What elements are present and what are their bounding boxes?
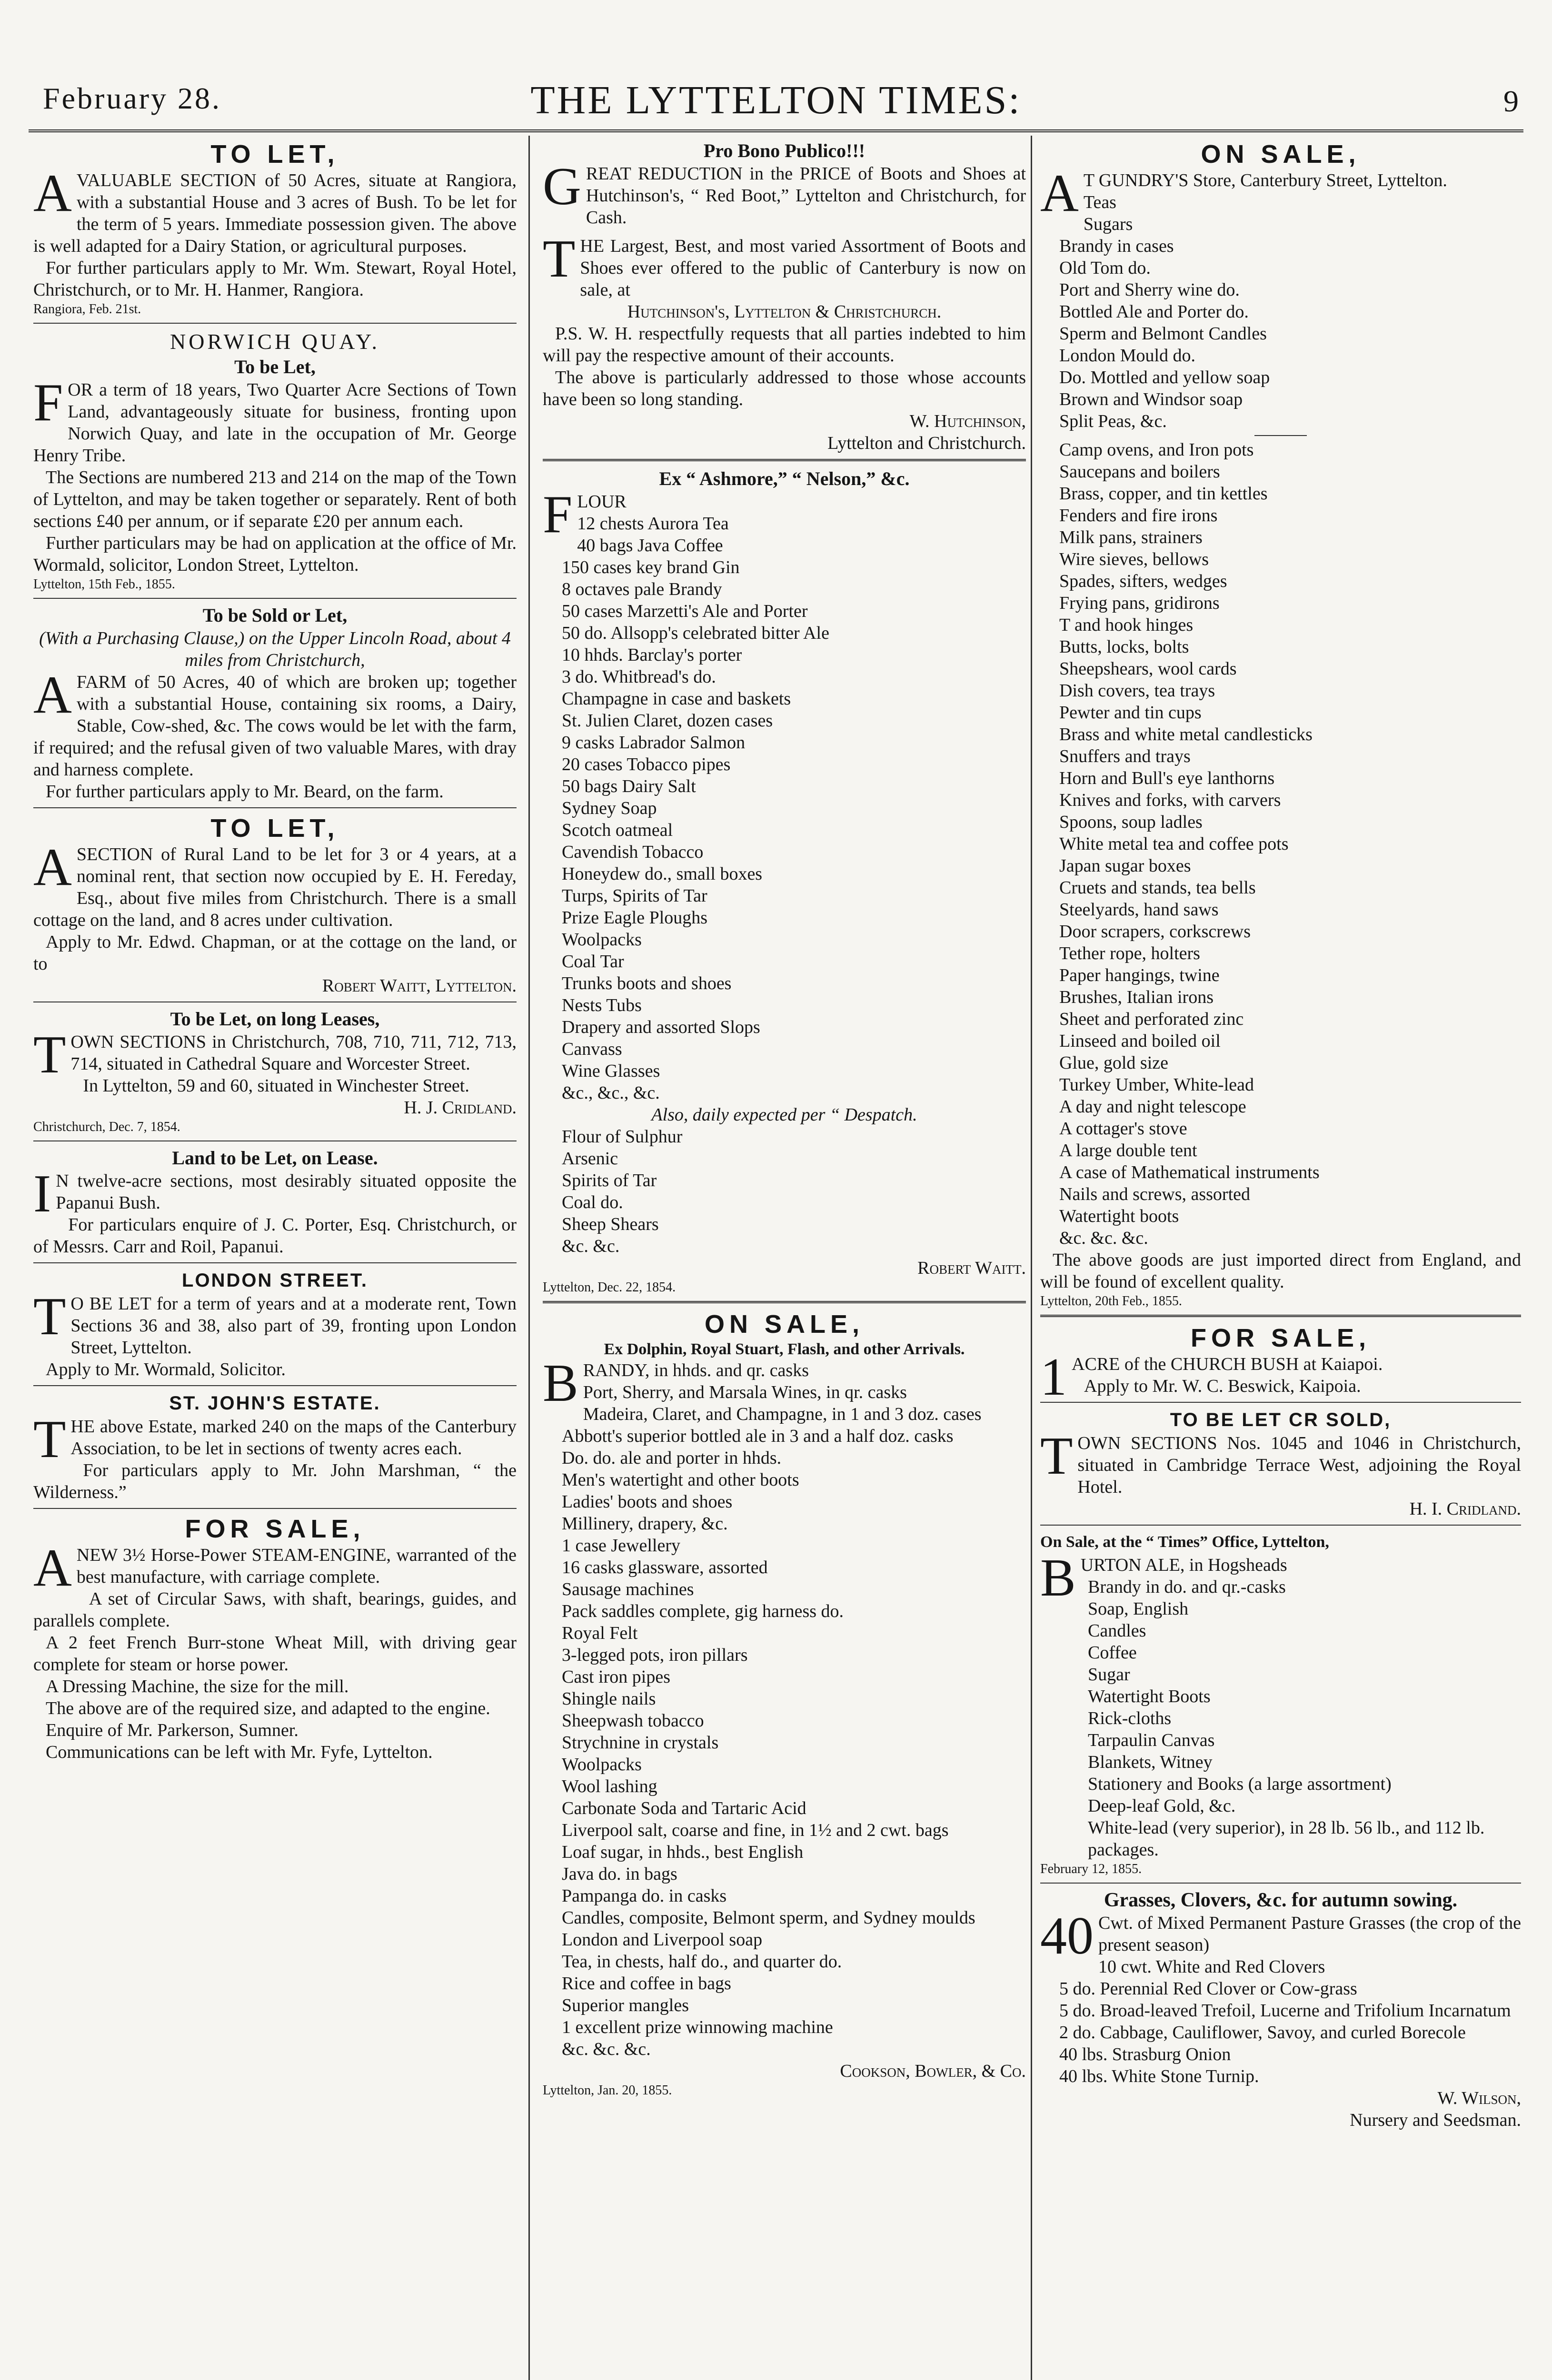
ad-subheading: Ex Dolphin, Royal Stuart, Flash, and other Arrivals. bbox=[604, 1340, 965, 1358]
list-item: Flour of Sulphur bbox=[562, 1127, 683, 1147]
ad-body: NEW 3½ Horse-Power STEAM-ENGINE, warranted of the best manufacture, with carriage complete. bbox=[76, 1545, 517, 1587]
ad-grasses-clovers bbox=[1040, 1888, 1521, 2131]
list-item: Candles, composite, Belmont sperm, and Sydney moulds bbox=[562, 1908, 975, 1928]
list-item: A day and night telescope bbox=[1059, 1097, 1246, 1117]
list-item: Watertight boots bbox=[1059, 1206, 1179, 1226]
drop-cap: 40 bbox=[1040, 1906, 1094, 1965]
list-item: Horn and Bull's eye lanthorns bbox=[1059, 768, 1275, 788]
ad-body: For particulars enquire of J. C. Porter, Esq. Christchurch, or of Messrs. Carr and Roil, Papanui. bbox=[33, 1215, 517, 1257]
list-item: Linseed and boiled oil bbox=[1059, 1031, 1221, 1051]
list-item: Sugars bbox=[1083, 214, 1133, 234]
ad-body: A 2 feet French Burr-stone Wheat Mill, with driving gear complete for steam or horse power. bbox=[33, 1633, 517, 1675]
list-item: Sugar bbox=[1088, 1665, 1130, 1685]
list-item: Cavendish Tobacco bbox=[562, 842, 704, 862]
short-rule bbox=[1254, 435, 1307, 436]
column-3 bbox=[1040, 139, 1521, 2380]
ad-body: T GUNDRY'S Store, Canterbury Street, Lyttelton. bbox=[1083, 170, 1447, 190]
list-item: Spades, sifters, wedges bbox=[1059, 571, 1227, 591]
list-item: Old Tom do. bbox=[1059, 258, 1151, 278]
ad-cambridge-terrace bbox=[1040, 1408, 1521, 1520]
list-item: Steelyards, hand saws bbox=[1059, 900, 1219, 920]
list-item: Watertight Boots bbox=[1088, 1686, 1211, 1706]
ad-date: February 12, 1855. bbox=[1040, 1862, 1142, 1876]
ad-rural-land bbox=[33, 813, 517, 997]
ad-rangiora-section bbox=[33, 139, 517, 318]
ad-norwich-quay bbox=[33, 328, 517, 593]
list-item: 50 cases Marzetti's Ale and Porter bbox=[562, 601, 808, 621]
list-item: Deep-leaf Gold, &c. bbox=[1088, 1796, 1236, 1816]
ad-farm-sale bbox=[33, 604, 517, 803]
list-item: 1 excellent prize winnowing machine bbox=[562, 2017, 833, 2037]
drop-cap: A bbox=[33, 1538, 72, 1597]
divider bbox=[1040, 1402, 1521, 1403]
list-item: Nests Tubs bbox=[562, 995, 642, 1015]
list-item: Coffee bbox=[1088, 1643, 1137, 1663]
column-divider bbox=[528, 136, 530, 2380]
ad-body: Apply to Mr. W. C. Beswick, Kaipoia. bbox=[1084, 1376, 1361, 1396]
ad-body: A Dressing Machine, the size for the mill. bbox=[46, 1676, 349, 1696]
ad-body: For further particulars apply to Mr. Beard, on the farm. bbox=[46, 782, 444, 802]
list-item: Bottled Ale and Porter do. bbox=[1059, 302, 1249, 322]
list-item: Brass, copper, and tin kettles bbox=[1059, 484, 1268, 504]
list-item: Canvass bbox=[562, 1039, 622, 1059]
ad-body: OWN SECTIONS in Christchurch, 708, 710, 711, 712, 713, 714, situated in Cathedral Square and Worcester Street. bbox=[70, 1032, 517, 1074]
ad-signature: Lyttelton and Christchurch. bbox=[827, 433, 1026, 453]
ad-subheading: Pro Bono Publico!!! bbox=[703, 140, 866, 161]
list-item: Men's watertight and other boots bbox=[562, 1470, 799, 1490]
ad-burton-ale bbox=[1040, 1530, 1521, 1878]
list-item: Abbott's superior bottled ale in 3 and a half doz. casks bbox=[562, 1426, 954, 1446]
ad-date: Lyttelton, Dec. 22, 1854. bbox=[543, 1280, 676, 1295]
list-item: Stationery and Books (a large assortment) bbox=[1088, 1774, 1392, 1794]
list-item: Tether rope, holters bbox=[1059, 943, 1200, 963]
ad-heading: ST. JOHN'S ESTATE. bbox=[169, 1393, 381, 1414]
list-item: Millinery, drapery, &c. bbox=[562, 1514, 728, 1534]
drop-cap: A bbox=[33, 838, 72, 897]
list-item: Camp ovens, and Iron pots bbox=[1059, 440, 1254, 460]
drop-cap: B bbox=[1040, 1548, 1076, 1607]
list-item: Glue, gold size bbox=[1059, 1053, 1169, 1073]
drop-cap: T bbox=[33, 1410, 66, 1469]
ad-subheading: On Sale, at the “ Times” Office, Lyttelton, bbox=[1040, 1533, 1329, 1551]
drop-cap: F bbox=[33, 373, 63, 432]
column-divider bbox=[1031, 136, 1032, 2380]
ad-steam-engine bbox=[33, 1514, 517, 1763]
list-item: Teas bbox=[1083, 192, 1116, 212]
ad-date: Lyttelton, 20th Feb., 1855. bbox=[1040, 1294, 1182, 1309]
list-item: Spirits of Tar bbox=[562, 1170, 657, 1190]
list-item: 1 case Jewellery bbox=[562, 1536, 680, 1556]
ad-body: OR a term of 18 years, Two Quarter Acre Sections of Town Land, advantageously situate for business, fronting upon Norwich Quay, and late in the occupation of Mr. George Henry Tribe. bbox=[33, 380, 517, 466]
list-item: Superior mangles bbox=[562, 1995, 689, 2015]
drop-cap: T bbox=[1040, 1427, 1073, 1486]
list-item: Ladies' boots and shoes bbox=[562, 1492, 733, 1512]
goods-list bbox=[543, 513, 1026, 1104]
ad-body: For particulars apply to Mr. John Marshman, “ the Wilderness.” bbox=[33, 1460, 517, 1502]
ad-church-bush bbox=[1040, 1323, 1521, 1407]
ad-body: URTON ALE, in Hogsheads bbox=[1080, 1555, 1287, 1575]
list-item: Japan sugar boxes bbox=[1059, 856, 1191, 876]
divider bbox=[33, 1508, 517, 1509]
ad-italic-note: (With a Purchasing Clause,) on the Upper Lincoln Road, about 4 miles from Christchurch, bbox=[39, 628, 511, 670]
list-item: Wire sieves, bellows bbox=[1059, 549, 1209, 569]
ad-signature: H. I. Cridland. bbox=[1409, 1499, 1521, 1519]
list-item: Pampanga do. in casks bbox=[562, 1886, 727, 1906]
drop-cap: B bbox=[543, 1354, 578, 1413]
list-item: Fenders and fire irons bbox=[1059, 506, 1218, 526]
list-item: Split Peas, &c. bbox=[1059, 411, 1167, 431]
list-item: Sheepshears, wool cards bbox=[1059, 659, 1237, 679]
ad-italic-note: Also, daily expected per “ Despatch. bbox=[651, 1105, 917, 1125]
divider bbox=[33, 1385, 517, 1386]
column-2 bbox=[543, 139, 1026, 2380]
drop-cap: G bbox=[543, 157, 581, 216]
ad-signature: Nursery and Seedsman. bbox=[1350, 2110, 1521, 2130]
list-item: Soap, English bbox=[1088, 1599, 1189, 1619]
ad-body: HE above Estate, marked 240 on the maps of the Canterbury Association, to be let in sections of twenty acres each. bbox=[70, 1417, 517, 1458]
list-item: Sheet and perforated zinc bbox=[1059, 1009, 1244, 1029]
list-item: Paper hangings, twine bbox=[1059, 965, 1220, 985]
list-item: Sperm and Belmont Candles bbox=[1059, 324, 1267, 344]
list-item: 20 cases Tobacco pipes bbox=[562, 754, 731, 774]
masthead bbox=[29, 71, 1523, 124]
divider bbox=[543, 1301, 1026, 1303]
list-item: Frying pans, gridirons bbox=[1059, 593, 1220, 613]
ad-subheading: Grasses, Clovers, &c. for autumn sowing. bbox=[1104, 1889, 1458, 1911]
list-item: 5 do. Broad-leaved Trefoil, Lucerne and Trifolium Incarnatum bbox=[1059, 2001, 1511, 2021]
list-item: Port and Sherry wine do. bbox=[1059, 280, 1240, 300]
list-item: Honeydew do., small boxes bbox=[562, 864, 763, 884]
masthead-rule bbox=[29, 129, 1523, 132]
list-item: A large double tent bbox=[1059, 1140, 1197, 1160]
list-item: Woolpacks bbox=[562, 930, 642, 950]
list-item: Coal Tar bbox=[562, 952, 624, 972]
list-item: White-lead (very superior), in 28 lb. 56 lb., and 112 lb. packages. bbox=[1088, 1818, 1485, 1860]
list-item: Cast iron pipes bbox=[562, 1667, 670, 1687]
list-item: White metal tea and coffee pots bbox=[1059, 834, 1289, 854]
list-item: Woolpacks bbox=[562, 1755, 642, 1775]
divider bbox=[33, 323, 517, 324]
ad-subheading: Ex “ Ashmore,” “ Nelson,” &c. bbox=[659, 468, 910, 489]
ad-body: ACRE of the CHURCH BUSH at Kaiapoi. bbox=[1072, 1354, 1383, 1374]
list-item: Java do. in bags bbox=[562, 1864, 677, 1884]
ad-signature: Cookson, Bowler, & Co. bbox=[840, 2061, 1026, 2081]
list-item: Arsenic bbox=[562, 1149, 618, 1169]
goods-list bbox=[1040, 1576, 1521, 1861]
list-item: Blankets, Witney bbox=[1088, 1752, 1213, 1772]
ad-body: HE Largest, Best, and most varied Assortment of Boots and Shoes ever offered to the public of Canterbury is now on sale, at bbox=[580, 236, 1026, 300]
ad-body: VALUABLE SECTION of 50 Acres, situate at Rangiora, with a substantial House and 3 acres of Bush. To be let for the term of 5 years. Immediate possession given. The above is well adapted for a Dairy Station, or agricultural purposes. bbox=[33, 170, 517, 256]
ad-date: Rangiora, Feb. 21st. bbox=[33, 302, 141, 317]
list-item: 40 bags Java Coffee bbox=[577, 536, 723, 555]
list-item: &c. &c. &c. bbox=[1059, 1228, 1148, 1248]
ad-body: P.S. W. H. respectfully requests that all parties indebted to him will pay the respective amount of their accounts. bbox=[543, 324, 1026, 366]
ad-land-lease bbox=[33, 1146, 517, 1258]
ad-town-sections bbox=[33, 1007, 517, 1136]
list-item: 16 casks glassware, assorted bbox=[562, 1557, 768, 1577]
drop-cap: A bbox=[33, 665, 72, 724]
drop-cap: A bbox=[33, 164, 72, 223]
list-item: 40 lbs. White Stone Turnip. bbox=[1059, 2066, 1259, 2086]
drop-cap: T bbox=[33, 1287, 66, 1346]
ad-heading: NORWICH QUAY. bbox=[170, 329, 380, 354]
ad-body: The above are of the required size, and adapted to the engine. bbox=[46, 1698, 490, 1718]
goods-list bbox=[543, 1381, 1026, 2060]
list-item: Scotch oatmeal bbox=[562, 820, 673, 840]
ad-signature: Robert Waitt. bbox=[917, 1258, 1026, 1278]
list-item: Butts, locks, bolts bbox=[1059, 637, 1189, 657]
list-item: Cruets and stands, tea bells bbox=[1059, 878, 1256, 898]
list-item: Candles bbox=[1088, 1621, 1146, 1641]
ad-body: Communications can be left with Mr. Fyfe, Lyttelton. bbox=[46, 1742, 433, 1762]
ad-date: Christchurch, Dec. 7, 1854. bbox=[33, 1120, 180, 1134]
list-item: Nails and screws, assorted bbox=[1059, 1184, 1251, 1204]
list-item: Port, Sherry, and Marsala Wines, in qr. casks bbox=[583, 1382, 907, 1402]
goods-list bbox=[1040, 1956, 1521, 2087]
list-item: Brass and white metal candlesticks bbox=[1059, 724, 1313, 744]
issue-date: February 28. bbox=[43, 81, 222, 115]
list-item: 40 lbs. Strasburg Onion bbox=[1059, 2044, 1231, 2064]
drop-cap: T bbox=[543, 229, 576, 288]
ad-body: N twelve-acre sections, most desirably situated opposite the Papanui Bush. bbox=[56, 1171, 517, 1213]
ad-date: Lyttelton, Jan. 20, 1855. bbox=[543, 2083, 672, 2098]
list-item: 150 cases key brand Gin bbox=[562, 557, 740, 577]
ad-heading: TO LET, bbox=[210, 140, 339, 169]
ad-body: Further particulars may be had on application at the office of Mr. Wormald, solicitor, London Street, Lyttelton. bbox=[33, 533, 517, 575]
ad-heading: FOR SALE, bbox=[1190, 1324, 1371, 1352]
list-item: London Mould do. bbox=[1059, 346, 1196, 366]
ad-heading: ON SALE, bbox=[704, 1310, 865, 1339]
ad-date: Lyttelton, 15th Feb., 1855. bbox=[33, 577, 175, 592]
drop-cap: T bbox=[33, 1025, 66, 1084]
list-item: Do. do. ale and porter in hhds. bbox=[562, 1448, 782, 1468]
ad-subheading: To be Sold or Let, bbox=[202, 605, 348, 626]
list-item: Trunks boots and shoes bbox=[562, 973, 732, 993]
ad-body: OWN SECTIONS Nos. 1045 and 1046 in Christchurch, situated in Cambridge Terrace West, adjoining the Royal Hotel. bbox=[1077, 1433, 1521, 1497]
ad-heading: TO BE LET CR SOLD, bbox=[1170, 1409, 1392, 1430]
list-item: Snuffers and trays bbox=[1059, 746, 1191, 766]
list-item: Coal do. bbox=[562, 1192, 623, 1212]
list-item: &c. &c. bbox=[562, 1236, 620, 1256]
list-item: T and hook hinges bbox=[1059, 615, 1194, 635]
list-item: Door scrapers, corkscrews bbox=[1059, 922, 1251, 942]
list-item: &c., &c., &c. bbox=[562, 1083, 660, 1103]
list-item: Turkey Umber, White-lead bbox=[1059, 1075, 1254, 1095]
newspaper-title: THE LYTTELTON TIMES: bbox=[530, 78, 1022, 122]
list-item: 10 hhds. Barclay's porter bbox=[562, 645, 742, 665]
list-item: Madeira, Claret, and Champagne, in 1 and 3 doz. cases bbox=[583, 1404, 982, 1424]
list-item: Brown and Windsor soap bbox=[1059, 389, 1243, 409]
list-item: A case of Mathematical instruments bbox=[1059, 1162, 1320, 1182]
list-item: Tea, in chests, half do., and quarter do. bbox=[562, 1952, 842, 1972]
ad-body: SECTION of Rural Land to be let for 3 or 4 years, at a nominal rent, that section now occupied by E. H. Fereday, Esq., about five miles from Christchurch. There is a small cottage on the land, and 8 acres under cultivation. bbox=[33, 844, 517, 930]
list-item: 50 bags Dairy Salt bbox=[562, 776, 696, 796]
ad-signature: W. Hutchinson, bbox=[909, 411, 1026, 431]
ad-body: RANDY, in hhds. and qr. casks bbox=[583, 1360, 809, 1380]
list-item: Champagne in case and baskets bbox=[562, 689, 791, 709]
goods-list bbox=[1040, 191, 1521, 432]
ad-heading: LONDON STREET. bbox=[182, 1270, 368, 1291]
ad-signature: H. J. Cridland. bbox=[404, 1098, 517, 1118]
ad-body: A set of Circular Saws, with shaft, bearings, guides, and parallels complete. bbox=[33, 1589, 517, 1631]
ad-london-street bbox=[33, 1268, 517, 1380]
list-item: Turps, Spirits of Tar bbox=[562, 886, 707, 906]
list-item: 3 do. Whitbread's do. bbox=[562, 667, 716, 687]
list-item: Strychnine in crystals bbox=[562, 1733, 719, 1753]
divider bbox=[33, 1262, 517, 1263]
drop-cap: 1 bbox=[1040, 1348, 1067, 1407]
ad-gundrys-store bbox=[1040, 139, 1521, 1310]
list-item: Prize Eagle Ploughs bbox=[562, 908, 708, 928]
divider bbox=[1040, 1883, 1521, 1884]
ad-body: Apply to Mr. Wormald, Solicitor. bbox=[46, 1359, 286, 1379]
ad-center-line: Hutchinson's, Lyttelton & Christchurch. bbox=[627, 302, 942, 322]
list-item: Tarpaulin Canvas bbox=[1088, 1730, 1215, 1750]
ad-subheading: To be Let, on long Leases, bbox=[170, 1008, 380, 1030]
list-item: Do. Mottled and yellow soap bbox=[1059, 367, 1270, 387]
ad-heading: ON SALE, bbox=[1201, 140, 1361, 169]
list-item: London and Liverpool soap bbox=[562, 1930, 763, 1950]
list-item: Sheepwash tobacco bbox=[562, 1711, 704, 1731]
page-number: 9 bbox=[1503, 84, 1519, 118]
list-item: 12 chests Aurora Tea bbox=[577, 514, 729, 534]
ad-signature: W. Wilson, bbox=[1437, 2088, 1521, 2108]
list-item: Royal Felt bbox=[562, 1623, 638, 1643]
ad-body: In Lyttelton, 59 and 60, situated in Winchester Street. bbox=[83, 1076, 469, 1096]
list-item: Rick-cloths bbox=[1088, 1708, 1172, 1728]
ad-body: Cwt. of Mixed Permanent Pasture Grasses (the crop of the present season) bbox=[1098, 1913, 1521, 1955]
list-item: Rice and coffee in bags bbox=[562, 1973, 731, 1993]
ad-st-johns-estate bbox=[33, 1391, 517, 1503]
goods-list bbox=[1040, 439, 1521, 1249]
list-item: 5 do. Perennial Red Clover or Cow-grass bbox=[1059, 1979, 1357, 1999]
ad-heading: FOR SALE, bbox=[185, 1515, 365, 1543]
list-item: 50 do. Allsopp's celebrated bitter Ale bbox=[562, 623, 829, 643]
list-item: Spoons, soup ladles bbox=[1059, 812, 1203, 832]
list-item: Sydney Soap bbox=[562, 798, 657, 818]
list-item: A cottager's stove bbox=[1059, 1119, 1187, 1139]
ad-body: The Sections are numbered 213 and 214 on the map of the Town of Lyttelton, and may be taken together or separately. Rent of both sections £40 per annum, or if separate £20 per annum each. bbox=[33, 467, 517, 531]
list-item: Brandy in do. and qr.-casks bbox=[1088, 1577, 1286, 1597]
list-item: 8 octaves pale Brandy bbox=[562, 579, 722, 599]
ad-body: REAT REDUCTION in the PRICE of Boots and Shoes at Hutchinson's, “ Red Boot,” Lyttelton and Christchurch, for Cash. bbox=[586, 164, 1026, 228]
list-item: Pack saddles complete, gig harness do. bbox=[562, 1601, 844, 1621]
list-item: Dish covers, tea trays bbox=[1059, 681, 1215, 701]
divider bbox=[1040, 1315, 1521, 1317]
list-item: Brushes, Italian irons bbox=[1059, 987, 1214, 1007]
list-item: Milk pans, strainers bbox=[1059, 527, 1203, 547]
ad-body: LOUR bbox=[577, 492, 627, 512]
ad-body: The above goods are just imported direct from England, and will be found of excellent quality. bbox=[1040, 1250, 1521, 1292]
ad-body: The above is particularly addressed to those whose accounts have been so long standing. bbox=[543, 367, 1026, 409]
divider bbox=[33, 1140, 517, 1141]
list-item: Loaf sugar, in hhds., best English bbox=[562, 1842, 804, 1862]
list-item: Wool lashing bbox=[562, 1776, 657, 1796]
ad-ashmore-nelson bbox=[543, 467, 1026, 1296]
drop-cap: I bbox=[33, 1164, 51, 1223]
list-item: Pewter and tin cups bbox=[1059, 703, 1202, 723]
list-item: Wine Glasses bbox=[562, 1061, 660, 1081]
ad-heading: TO LET, bbox=[210, 814, 339, 843]
list-item: Drapery and assorted Slops bbox=[562, 1017, 760, 1037]
list-item: Sausage machines bbox=[562, 1579, 694, 1599]
list-item: Carbonate Soda and Tartaric Acid bbox=[562, 1798, 806, 1818]
divider bbox=[543, 459, 1026, 461]
ad-signature: Robert Waitt, Lyttelton. bbox=[322, 976, 517, 996]
ad-hutchinson-boots bbox=[543, 139, 1026, 454]
ad-body: Apply to Mr. Edwd. Chapman, or at the cottage on the land, or to bbox=[33, 932, 517, 974]
ad-subheading: Land to be Let, on Lease. bbox=[172, 1147, 378, 1169]
list-item: Liverpool salt, coarse and fine, in 1½ and 2 cwt. bags bbox=[562, 1820, 949, 1840]
list-item: Saucepans and boilers bbox=[1059, 462, 1220, 482]
divider bbox=[1040, 1525, 1521, 1526]
list-item: St. Julien Claret, dozen cases bbox=[562, 711, 773, 731]
ad-body: FARM of 50 Acres, 40 of which are broken up; together with a substantial House, containing six rooms, a Dairy, Stable, Cow-shed, &c. The cows would be let with the farm, if required; and the refusal given of two valuable Mares, with dray and harness complete. bbox=[33, 672, 517, 780]
list-item: Sheep Shears bbox=[562, 1214, 659, 1234]
list-item: 9 casks Labrador Salmon bbox=[562, 733, 746, 753]
ad-body: For further particulars apply to Mr. Wm. Stewart, Royal Hotel, Christchurch, or to Mr. H. Hanmer, Rangiora. bbox=[33, 258, 517, 300]
list-item: 2 do. Cabbage, Cauliflower, Savoy, and curled Borecole bbox=[1059, 2023, 1466, 2043]
column-1 bbox=[33, 139, 517, 2380]
ad-subheading: To be Let, bbox=[234, 356, 316, 377]
ad-body: Enquire of Mr. Parkerson, Sumner. bbox=[46, 1720, 298, 1740]
divider bbox=[33, 807, 517, 808]
list-item: 10 cwt. White and Red Clovers bbox=[1098, 1957, 1325, 1977]
ad-body: O BE LET for a term of years and at a moderate rent, Town Sections 36 and 38, also part of 39, fronting upon London Street, Lyttelton. bbox=[70, 1294, 517, 1358]
list-item: 3-legged pots, iron pillars bbox=[562, 1645, 748, 1665]
drop-cap: F bbox=[543, 485, 573, 544]
drop-cap: A bbox=[1040, 164, 1079, 223]
list-item: Brandy in cases bbox=[1059, 236, 1174, 256]
list-item: Shingle nails bbox=[562, 1689, 656, 1709]
divider bbox=[33, 598, 517, 599]
ad-on-sale-cookson bbox=[543, 1309, 1026, 2099]
list-item: Knives and forks, with carvers bbox=[1059, 790, 1281, 810]
goods-list bbox=[543, 1126, 1026, 1257]
list-item: &c. &c. &c. bbox=[562, 2039, 651, 2059]
